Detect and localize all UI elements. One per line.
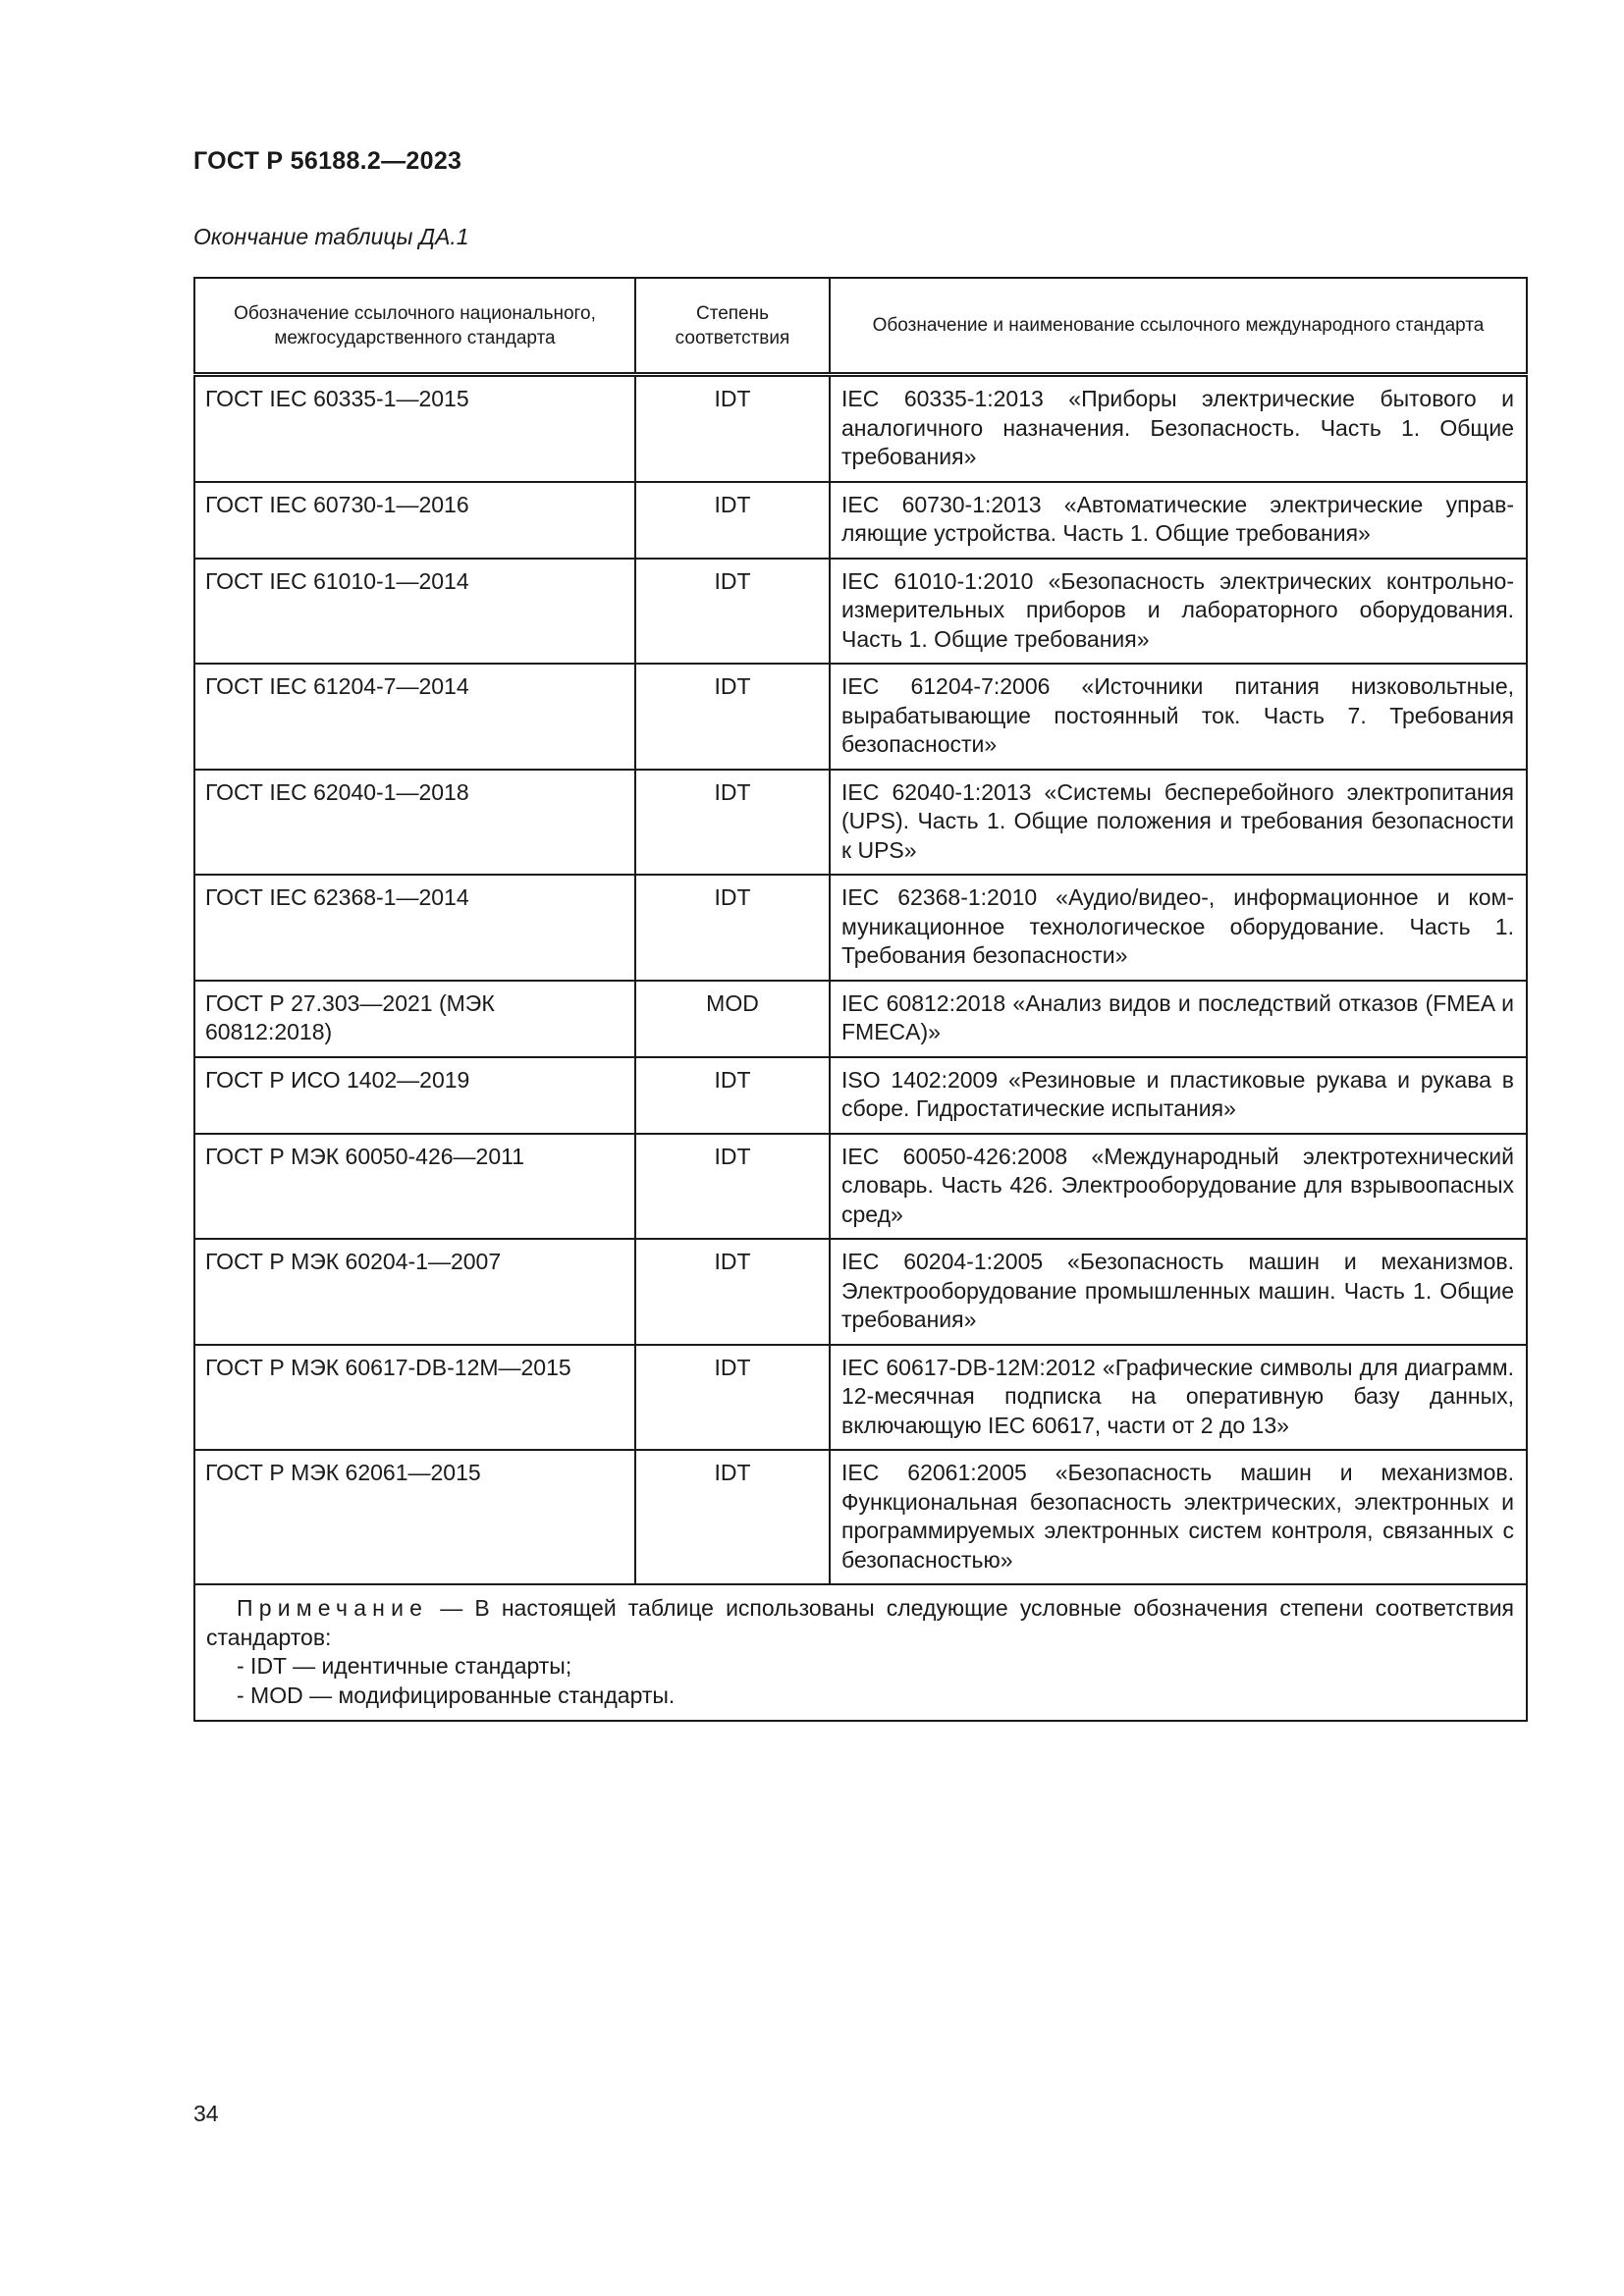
international-standard-cell: IEC 62368-1:2010 «Аудио/видео-, информационное и коммуникационное технологическое оборудование. Часть 1. Требования безопасности» xyxy=(830,875,1527,981)
table-header xyxy=(194,278,1527,375)
note-cell xyxy=(194,1584,1527,1721)
national-standard-cell: ГОСТ IEC 60730-1—2016 xyxy=(194,482,635,559)
note-paragraph xyxy=(206,1594,1514,1652)
degree-cell: MOD xyxy=(635,981,830,1057)
international-standard-cell: IEC 61010-1:2010 «Безопасность электрических контрольно-измерительных приборов и лабораторного оборудования. Часть 1. Общие требования» xyxy=(830,559,1527,665)
national-standard-cell: ГОСТ IEC 62368-1—2014 xyxy=(194,875,635,981)
degree-cell: IDT xyxy=(635,875,830,981)
international-standard-cell: IEC 60617-DB-12M:2012 «Графические символы для диаграмм. 12-месячная подписка на оперативную базу данных, включающую IEC 60617, части от 2 до 13» xyxy=(830,1345,1527,1451)
degree-cell: IDT xyxy=(635,1450,830,1584)
table-row xyxy=(194,375,1527,482)
national-standard-cell: ГОСТ Р МЭК 60617-DB-12M—2015 xyxy=(194,1345,635,1451)
table-row xyxy=(194,664,1527,770)
degree-cell: IDT xyxy=(635,664,830,770)
international-standard-cell: IEC 60335-1:2013 «Приборы электрические бытового и аналогичного назначения. Безопасность. Часть 1. Общие требования» xyxy=(830,375,1527,482)
header-international-standard: Обозначение и наименование ссылочного международного стандарта xyxy=(830,278,1527,375)
international-standard-cell: IEC 60730-1:2013 «Автоматические электрические управляющие устройства. Часть 1. Общие требования» xyxy=(830,482,1527,559)
note-item-idt: - IDT — идентичные стандарты; xyxy=(237,1653,572,1679)
table-row xyxy=(194,875,1527,981)
note-row xyxy=(194,1584,1527,1721)
international-standard-cell: IEC 60050-426:2008 «Международный электротехнический словарь. Часть 426. Электрооборудование для взрывоопасных сред» xyxy=(830,1134,1527,1240)
international-standard-cell: IEC 60812:2018 «Анализ видов и последствий отказов (FMEA и FMECA)» xyxy=(830,981,1527,1057)
national-standard-cell: ГОСТ IEC 60335-1—2015 xyxy=(194,375,635,482)
international-standard-cell: IEC 61204-7:2006 «Источники питания низковольтные, вырабатывающие постоянный ток. Часть 7. Требования безопасности» xyxy=(830,664,1527,770)
table-row xyxy=(194,1057,1527,1134)
degree-cell: IDT xyxy=(635,559,830,665)
national-standard-cell: ГОСТ IEC 62040-1—2018 xyxy=(194,770,635,876)
international-standard-cell: IEC 62061:2005 «Безопасность машин и механизмов. Функциональная безопасность электрических, электронных и программируемых электронных систем контроля, связанных с безопасностью» xyxy=(830,1450,1527,1584)
table-row xyxy=(194,981,1527,1057)
national-standard-cell: ГОСТ Р 27.303—2021 (МЭК 60812:2018) xyxy=(194,981,635,1057)
table-body xyxy=(194,375,1527,1585)
degree-cell: IDT xyxy=(635,1345,830,1451)
table-row xyxy=(194,1345,1527,1451)
national-standard-cell: ГОСТ Р ИСО 1402—2019 xyxy=(194,1057,635,1134)
document-title: ГОСТ Р 56188.2—2023 xyxy=(193,147,462,175)
table-row xyxy=(194,1134,1527,1240)
standards-table xyxy=(193,277,1528,1722)
degree-cell: IDT xyxy=(635,770,830,876)
page-number: 34 xyxy=(193,2101,219,2126)
degree-cell: IDT xyxy=(635,1057,830,1134)
note-lead: Примечание xyxy=(237,1595,429,1621)
note-text: — В настоящей таблице использованы следующие условные обозначения степени соответствия стандартов: xyxy=(206,1595,1514,1650)
international-standard-cell: IEC 60204-1:2005 «Безопасность машин и механизмов. Электрооборудование промышленных машин. Часть 1. Общие требования» xyxy=(830,1239,1527,1345)
table-row xyxy=(194,482,1527,559)
note-item-mod: - MOD — модифицированные стандарты. xyxy=(237,1682,676,1708)
header-row xyxy=(194,278,1527,375)
national-standard-cell: ГОСТ Р МЭК 62061—2015 xyxy=(194,1450,635,1584)
table-row xyxy=(194,1450,1527,1584)
national-standard-cell: ГОСТ IEC 61204-7—2014 xyxy=(194,664,635,770)
international-standard-cell: ISO 1402:2009 «Резиновые и пластиковые рукава и рукава в сборе. Гидростатические испытания» xyxy=(830,1057,1527,1134)
national-standard-cell: ГОСТ IEC 61010-1—2014 xyxy=(194,559,635,665)
header-national-standard: Обозначение ссылочного национального, межгосударственного стандарта xyxy=(194,278,635,375)
table-caption: Окончание таблицы ДА.1 xyxy=(193,224,469,249)
national-standard-cell: ГОСТ Р МЭК 60050-426—2011 xyxy=(194,1134,635,1240)
national-standard-cell: ГОСТ Р МЭК 60204-1—2007 xyxy=(194,1239,635,1345)
table-row xyxy=(194,559,1527,665)
degree-cell: IDT xyxy=(635,375,830,482)
table-row xyxy=(194,770,1527,876)
header-degree-of-conformity: Степень соответствия xyxy=(635,278,830,375)
table-row xyxy=(194,1239,1527,1345)
degree-cell: IDT xyxy=(635,482,830,559)
degree-cell: IDT xyxy=(635,1134,830,1240)
degree-cell: IDT xyxy=(635,1239,830,1345)
international-standard-cell: IEC 62040-1:2013 «Системы бесперебойного электропитания (UPS). Часть 1. Общие положения и требования безопасности к UPS» xyxy=(830,770,1527,876)
table-note xyxy=(194,1584,1527,1721)
